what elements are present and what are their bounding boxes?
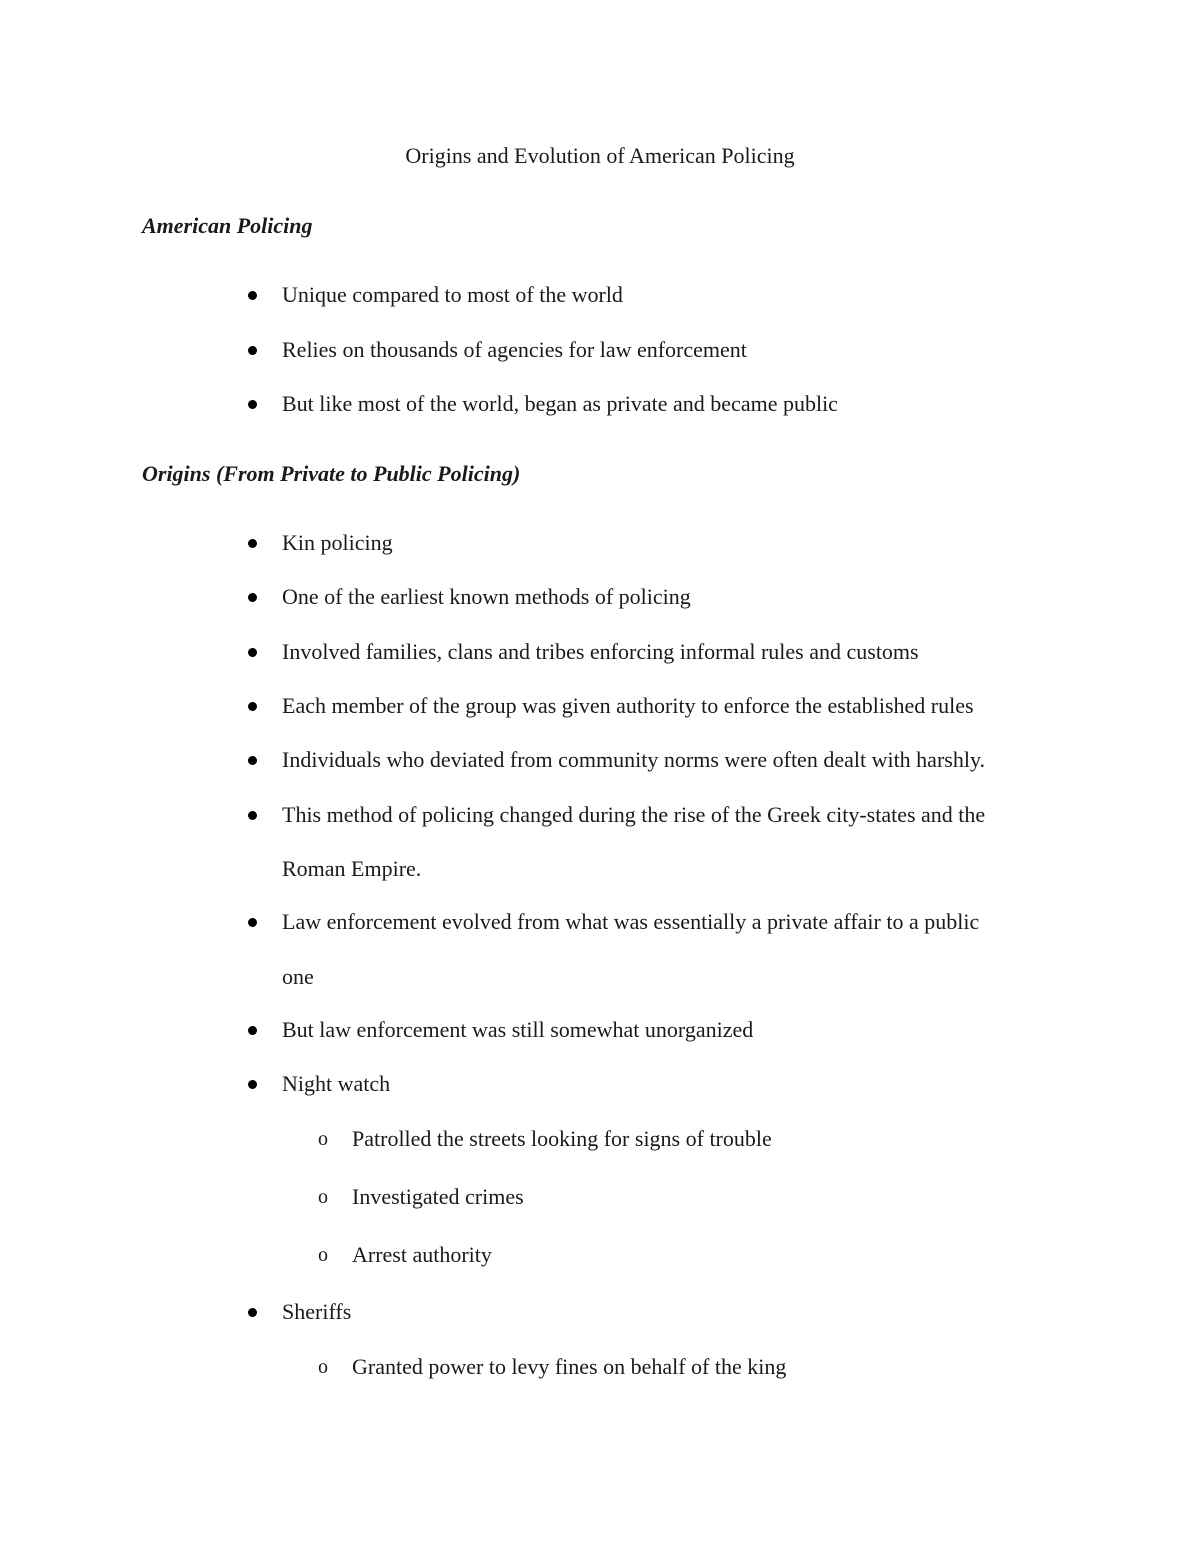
sub-list-item-text: Arrest authority [352,1242,492,1267]
list-item-text: Each member of the group was given authority to enforce the established rules [282,693,974,718]
list-item-text: One of the earliest known methods of policing [282,584,691,609]
bullet-icon [248,291,257,300]
list-item-text: Individuals who deviated from community norms were often dealt with harshly. [282,747,986,772]
list-item-text: Relies on thousands of agencies for law enforcement [282,337,747,362]
sub-list-item-text: Investigated crimes [352,1184,524,1209]
bullet-icon [248,1308,257,1317]
bullet-icon [248,400,257,409]
list-item-text: Night watch [282,1071,391,1096]
section-heading-american-policing: American Policing [142,213,313,238]
sub-bullet-marker: o [318,1128,328,1150]
bullet-icon [248,539,257,548]
bullet-icon [248,346,257,355]
list-item-text: But law enforcement was still somewhat unorganized [282,1017,754,1042]
list-item-text: Law enforcement evolved from what was essentially a private affair to a public [282,909,980,934]
list-item-continuation: one [282,964,314,989]
bullet-icon [248,702,257,711]
sub-bullet-marker: o [318,1244,328,1266]
bullet-icon [248,593,257,602]
bullet-icon [248,648,257,657]
list-item-text: Kin policing [282,530,393,555]
document-title: Origins and Evolution of American Policing [405,143,795,168]
list-item-text: But like most of the world, began as private and became public [282,391,838,416]
list-item-text: This method of policing changed during the rise of the Greek city-states and the [282,802,986,827]
bullet-icon [248,918,257,927]
list-item-text: Unique compared to most of the world [282,282,623,307]
list-item-text: Involved families, clans and tribes enforcing informal rules and customs [282,639,919,664]
bullet-icon [248,1080,257,1089]
bullet-icon [248,811,257,820]
sub-list-item-text: Granted power to levy fines on behalf of the king [352,1354,787,1379]
bullet-icon [248,1026,257,1035]
sub-bullet-marker: o [318,1186,328,1208]
list-item-text: Sheriffs [282,1299,352,1324]
list-item-continuation: Roman Empire. [282,856,422,881]
section-heading-origins: Origins (From Private to Public Policing) [142,461,521,486]
sub-bullet-marker: o [318,1356,328,1378]
bullet-icon [248,756,257,765]
sub-list-item-text: Patrolled the streets looking for signs of trouble [352,1126,772,1151]
